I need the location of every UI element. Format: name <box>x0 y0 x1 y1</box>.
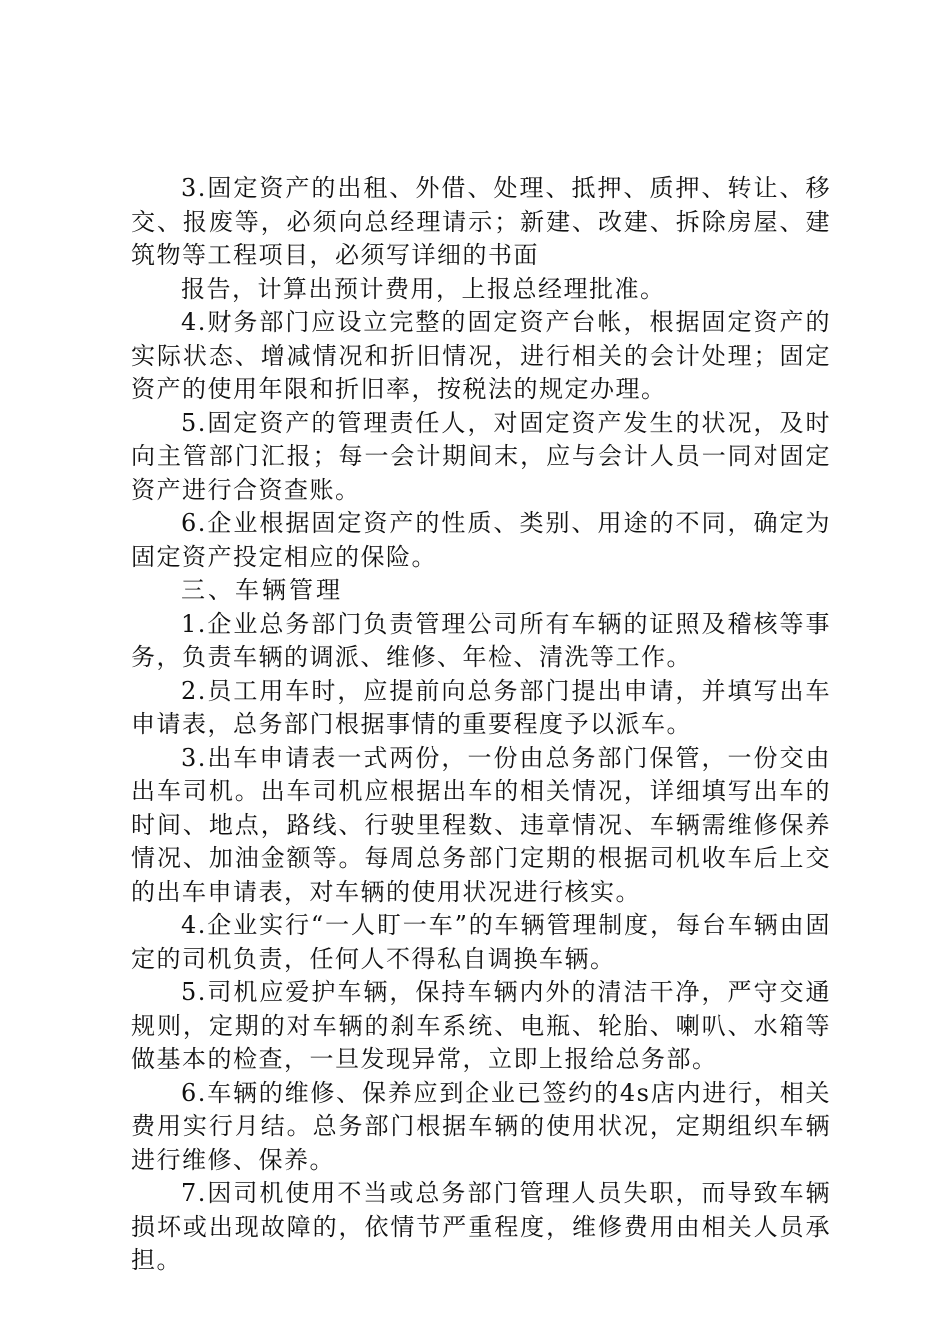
paragraph-vehicle-request: 2.员工用车时，应提前向总务部门提出申请，并填写出车申请表，总务部门根据事情的重要程度予以派车。 <box>131 676 831 738</box>
document-body <box>131 172 831 1278</box>
paragraph-vehicle-maintenance: 6.车辆的维修、保养应到企业已签约的4s店内进行，相关费用实行月结。总务部门根据车辆的使用状况，定期组织车辆进行维修、保养。 <box>131 1078 831 1174</box>
paragraph-vehicle-general-affairs: 1.企业总务部门负责管理公司所有车辆的证照及稽核等事务，负责车辆的调派、维修、年检、清洗等工作。 <box>131 609 831 671</box>
paragraph-asset-responsibility: 5.固定资产的管理责任人，对固定资产发生的状况，及时向主管部门汇报；每一会计期间末，应与会计人员一同对固定资产进行合资查账。 <box>131 408 831 504</box>
paragraph-vehicle-request-form: 3.出车申请表一式两份，一份由总务部门保管，一份交由出车司机。出车司机应根据出车的相关情况，详细填写出车的时间、地点，路线、行驶里程数、违章情况、车辆需维修保养情况、加油金额等。每周总务部门定期的根据司机收车后上交的出车申请表，对车辆的使用状况进行核实。 <box>131 743 831 906</box>
paragraph-one-driver-one-vehicle: 4.企业实行“一人盯一车”的车辆管理制度，每台车辆由固定的司机负责，任何人不得私自调换车辆。 <box>131 911 831 973</box>
section-heading-vehicle-management: 三、车辆管理 <box>181 576 343 604</box>
paragraph-asset-ledger: 4.财务部门应设立完整的固定资产台帐，根据固定资产的实际状态、增减情况和折旧情况，进行相关的会计处理；固定资产的使用年限和折旧率，按税法的规定办理。 <box>131 308 831 403</box>
paragraph-report-continuation: 报告，计算出预计费用，上报总经理批准。 <box>181 274 666 303</box>
paragraph-damage-liability: 7.因司机使用不当或总务部门管理人员失职，而导致车辆损坏或出现故障的，依情节严重程度，维修费用由相关人员承担。 <box>131 1179 831 1274</box>
paragraph-asset-insurance: 6.企业根据固定资产的性质、类别、用途的不同，确定为固定资产投定相应的保险。 <box>131 509 831 571</box>
paragraph-asset-lease-approval: 3.固定资产的出租、外借、处理、抵押、质押、转让、移交、报废等，必须向总经理请示；新建、改建、拆除房屋、建筑物等工程项目，必须写详细的书面 <box>131 174 831 269</box>
paragraph-driver-care: 5.司机应爱护车辆，保持车辆内外的清洁干净，严守交通规则，定期的对车辆的刹车系统、电瓶、轮胎、喇叭、水箱等做基本的检查，一旦发现异常，立即上报给总务部。 <box>131 978 831 1073</box>
